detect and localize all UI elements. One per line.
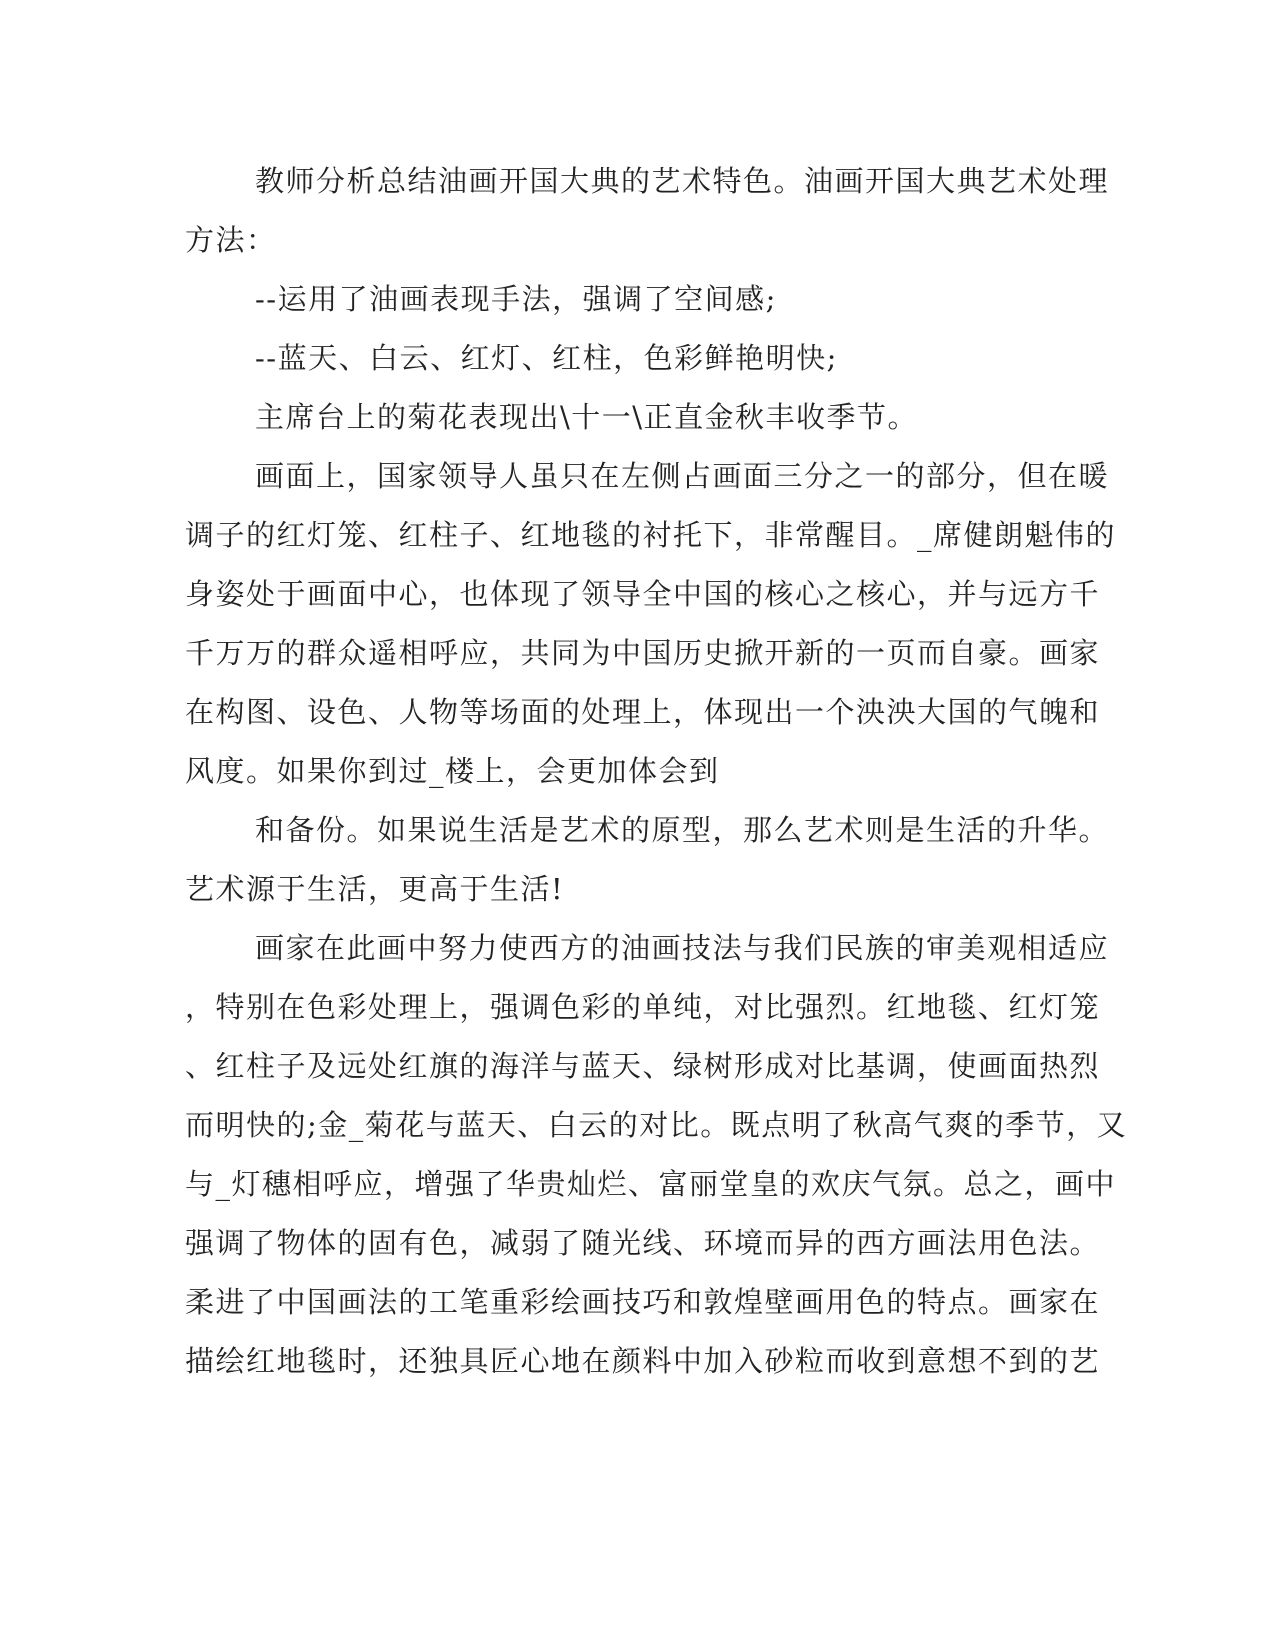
text-line: --蓝天、白云、红灯、红柱，色彩鲜艳明快;: [255, 341, 838, 375]
text-line: 与_灯穗相呼应，增强了华贵灿烂、富丽堂皇的欢庆气氛。总之，画中: [185, 1167, 1117, 1201]
text-line: 而明快的;金_菊花与蓝天、白云的对比。既点明了秋高气爽的季节，又: [185, 1108, 1128, 1142]
text-line: 主席台上的菊花表现出\十一\正直金秋丰收季节。: [255, 400, 919, 434]
text-line: 方法：: [185, 223, 277, 257]
text-line: 画面上，国家领导人虽只在左侧占画面三分之一的部分，但在暖: [255, 459, 1110, 493]
text-line: 调子的红灯笼、红柱子、红地毯的衬托下，非常醒目。_席健朗魁伟的: [185, 518, 1117, 552]
text-line: 艺术源于生活，更高于生活!: [185, 872, 565, 906]
text-line: 风度。如果你到过_楼上，会更加体会到: [185, 754, 720, 788]
text-line: 画家在此画中努力使西方的油画技法与我们民族的审美观相适应: [255, 931, 1110, 965]
text-line: 千万万的群众遥相呼应，共同为中国历史掀开新的一页而自豪。画家: [185, 636, 1101, 670]
text-line: 描绘红地毯时，还独具匠心地在颜料中加入砂粒而收到意想不到的艺: [185, 1344, 1101, 1378]
text-line: 在构图、设色、人物等场面的处理上，体现出一个泱泱大国的气魄和: [185, 695, 1101, 729]
text-line: 身姿处于画面中心，也体现了领导全中国的核心之核心，并与远方千: [185, 577, 1101, 611]
text-line: 和备份。如果说生活是艺术的原型，那么艺术则是生活的升华。: [255, 813, 1110, 847]
text-line: 教师分析总结油画开国大典的艺术特色。油画开国大典艺术处理: [255, 164, 1110, 198]
text-line: ，特别在色彩处理上，强调色彩的单纯，对比强烈。红地毯、红灯笼: [185, 990, 1101, 1024]
text-line: 、红柱子及远处红旗的海洋与蓝天、绿树形成对比基调，使画面热烈: [185, 1049, 1101, 1083]
text-line: 柔进了中国画法的工笔重彩绘画技巧和敦煌壁画用色的特点。画家在: [185, 1285, 1101, 1319]
document-body: [185, 152, 1128, 1391]
text-line: 强调了物体的固有色，减弱了随光线、环境而异的西方画法用色法。: [185, 1226, 1101, 1260]
text-line: --运用了油画表现手法，强调了空间感;: [255, 282, 777, 316]
